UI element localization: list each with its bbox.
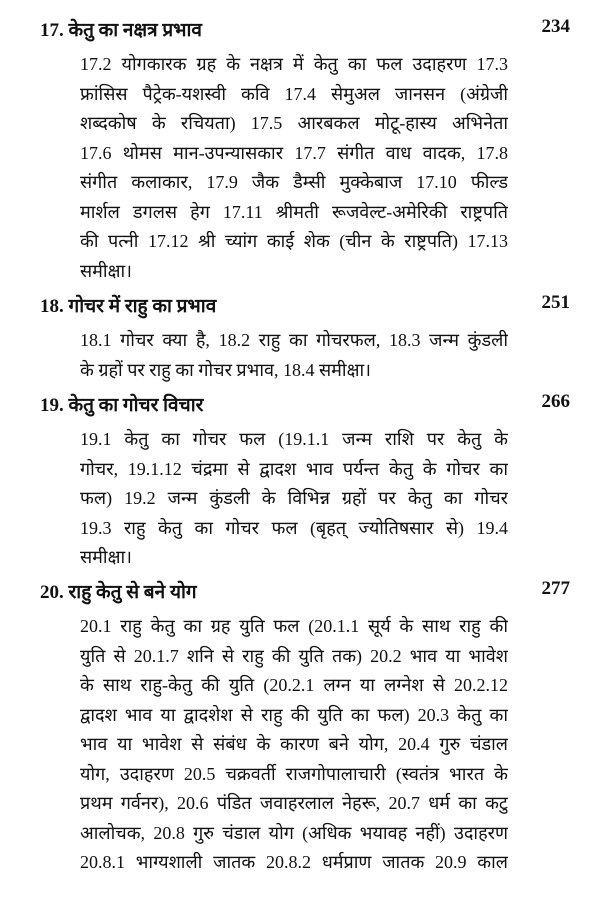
contents-line: युति से 20.1.7 शनि से राहु की युति तक) 20.2 भाव या भावेश bbox=[80, 645, 508, 666]
contents-line: शब्दकोष के रचियता) 17.5 आरबकल मोटू-हास्य अभिनेता bbox=[80, 113, 508, 133]
page-number: 266 bbox=[541, 391, 570, 412]
chapter-heading: 19. केतु का गोचर विचार bbox=[40, 395, 204, 416]
contents-line: 19.1 केतु का गोचर फल (19.1.1 जन्म राशि पर केतु के bbox=[80, 429, 508, 449]
contents-line: संगीत कलाकार, 17.9 जैक डैम्सी मुक्केबाज 17.10 फील्ड bbox=[80, 172, 508, 192]
contents-line: समीक्षा। bbox=[80, 260, 132, 281]
page-number: 251 bbox=[541, 292, 570, 313]
contents-line: की पत्नी 17.12 श्री च्यांग काई शेक (चीन के राष्ट्रपति) 17.13 bbox=[80, 231, 508, 251]
contents-line: 17.6 थोमस मान-उपन्यासकार 17.7 संगीत वाध वादक, 17.8 bbox=[80, 142, 508, 163]
contents-line: के साथ राहु-केतु की युति (20.2.1 लग्न या लग्नेश से 20.2.12 bbox=[80, 675, 508, 695]
chapter-contents bbox=[80, 425, 508, 573]
contents-line: समीक्षा। bbox=[80, 547, 132, 567]
contents-line: मार्शल डगलस हेग 17.11 श्रीमती रूजवेल्ट-अमेरिकी राष्ट्रपति bbox=[80, 201, 508, 222]
contents-line: 17.2 योगकारक ग्रह के नक्षत्र में केतु का फल उदाहरण 17.3 bbox=[80, 54, 508, 74]
chapter-contents bbox=[80, 612, 508, 878]
chapter-contents bbox=[80, 50, 508, 286]
contents-line: 20.1 राहु केतु का ग्रह युति फल (20.1.1 सूर्य के साथ राहु की bbox=[80, 616, 508, 636]
contents-line: भाव या भावेश से संबंध के कारण बने योग, 20.4 गुरु चंडाल bbox=[80, 734, 508, 754]
chapter-heading: 20. राहु केतु से बने योग bbox=[40, 582, 197, 603]
chapter-contents bbox=[80, 326, 508, 385]
contents-line: गोचर, 19.1.12 चंद्रमा से द्वादश भाव पर्यन्त केतु के गोचर का bbox=[80, 458, 508, 479]
contents-line: 20.8.1 भाग्यशाली जातक 20.8.2 धर्मप्राण जातक 20.9 काल bbox=[80, 852, 508, 872]
contents-line: के ग्रहों पर राहु का गोचर प्रभाव, 18.4 समीक्षा। bbox=[80, 359, 371, 380]
contents-line: 18.1 गोचर क्या है, 18.2 राहु का गोचरफल, 18.3 जन्म कुंडली bbox=[80, 330, 508, 350]
chapter-heading: 17. केतु का नक्षत्र प्रभाव bbox=[40, 20, 202, 41]
contents-line: प्रथम गर्वनर), 20.6 पंडित जवाहरलाल नेहरू, 20.7 धर्म का कटु bbox=[80, 793, 508, 813]
contents-line: 19.3 राहु केतु का गोचर फल (बृहत् ज्योतिषसार से) 19.4 bbox=[80, 517, 508, 538]
contents-line: योग, उदाहरण 20.5 चक्रवर्ती राजगोपालाचारी (स्वतंत्र भारत के bbox=[80, 763, 508, 784]
contents-line: फल) 19.2 जन्म कुंडली के विभिन्न ग्रहों पर केतु का गोचर bbox=[80, 488, 508, 508]
contents-line: द्वादश भाव या द्वादशेश से राहु की युति का फल) 20.3 केतु का bbox=[80, 704, 508, 725]
page-number: 277 bbox=[541, 578, 570, 599]
contents-line: फ्रांसिस पैट्रेक-यशस्वी कवि 17.4 सेमुअल जानसन (अंग्रेजी bbox=[80, 83, 508, 104]
chapter-heading: 18. गोचर में राहु का प्रभाव bbox=[40, 296, 217, 317]
contents-line: आलोचक, 20.8 गुरु चंडाल योग (अधिक भयावह नहीं) उदाहरण bbox=[80, 822, 508, 843]
page-number: 234 bbox=[541, 16, 570, 37]
